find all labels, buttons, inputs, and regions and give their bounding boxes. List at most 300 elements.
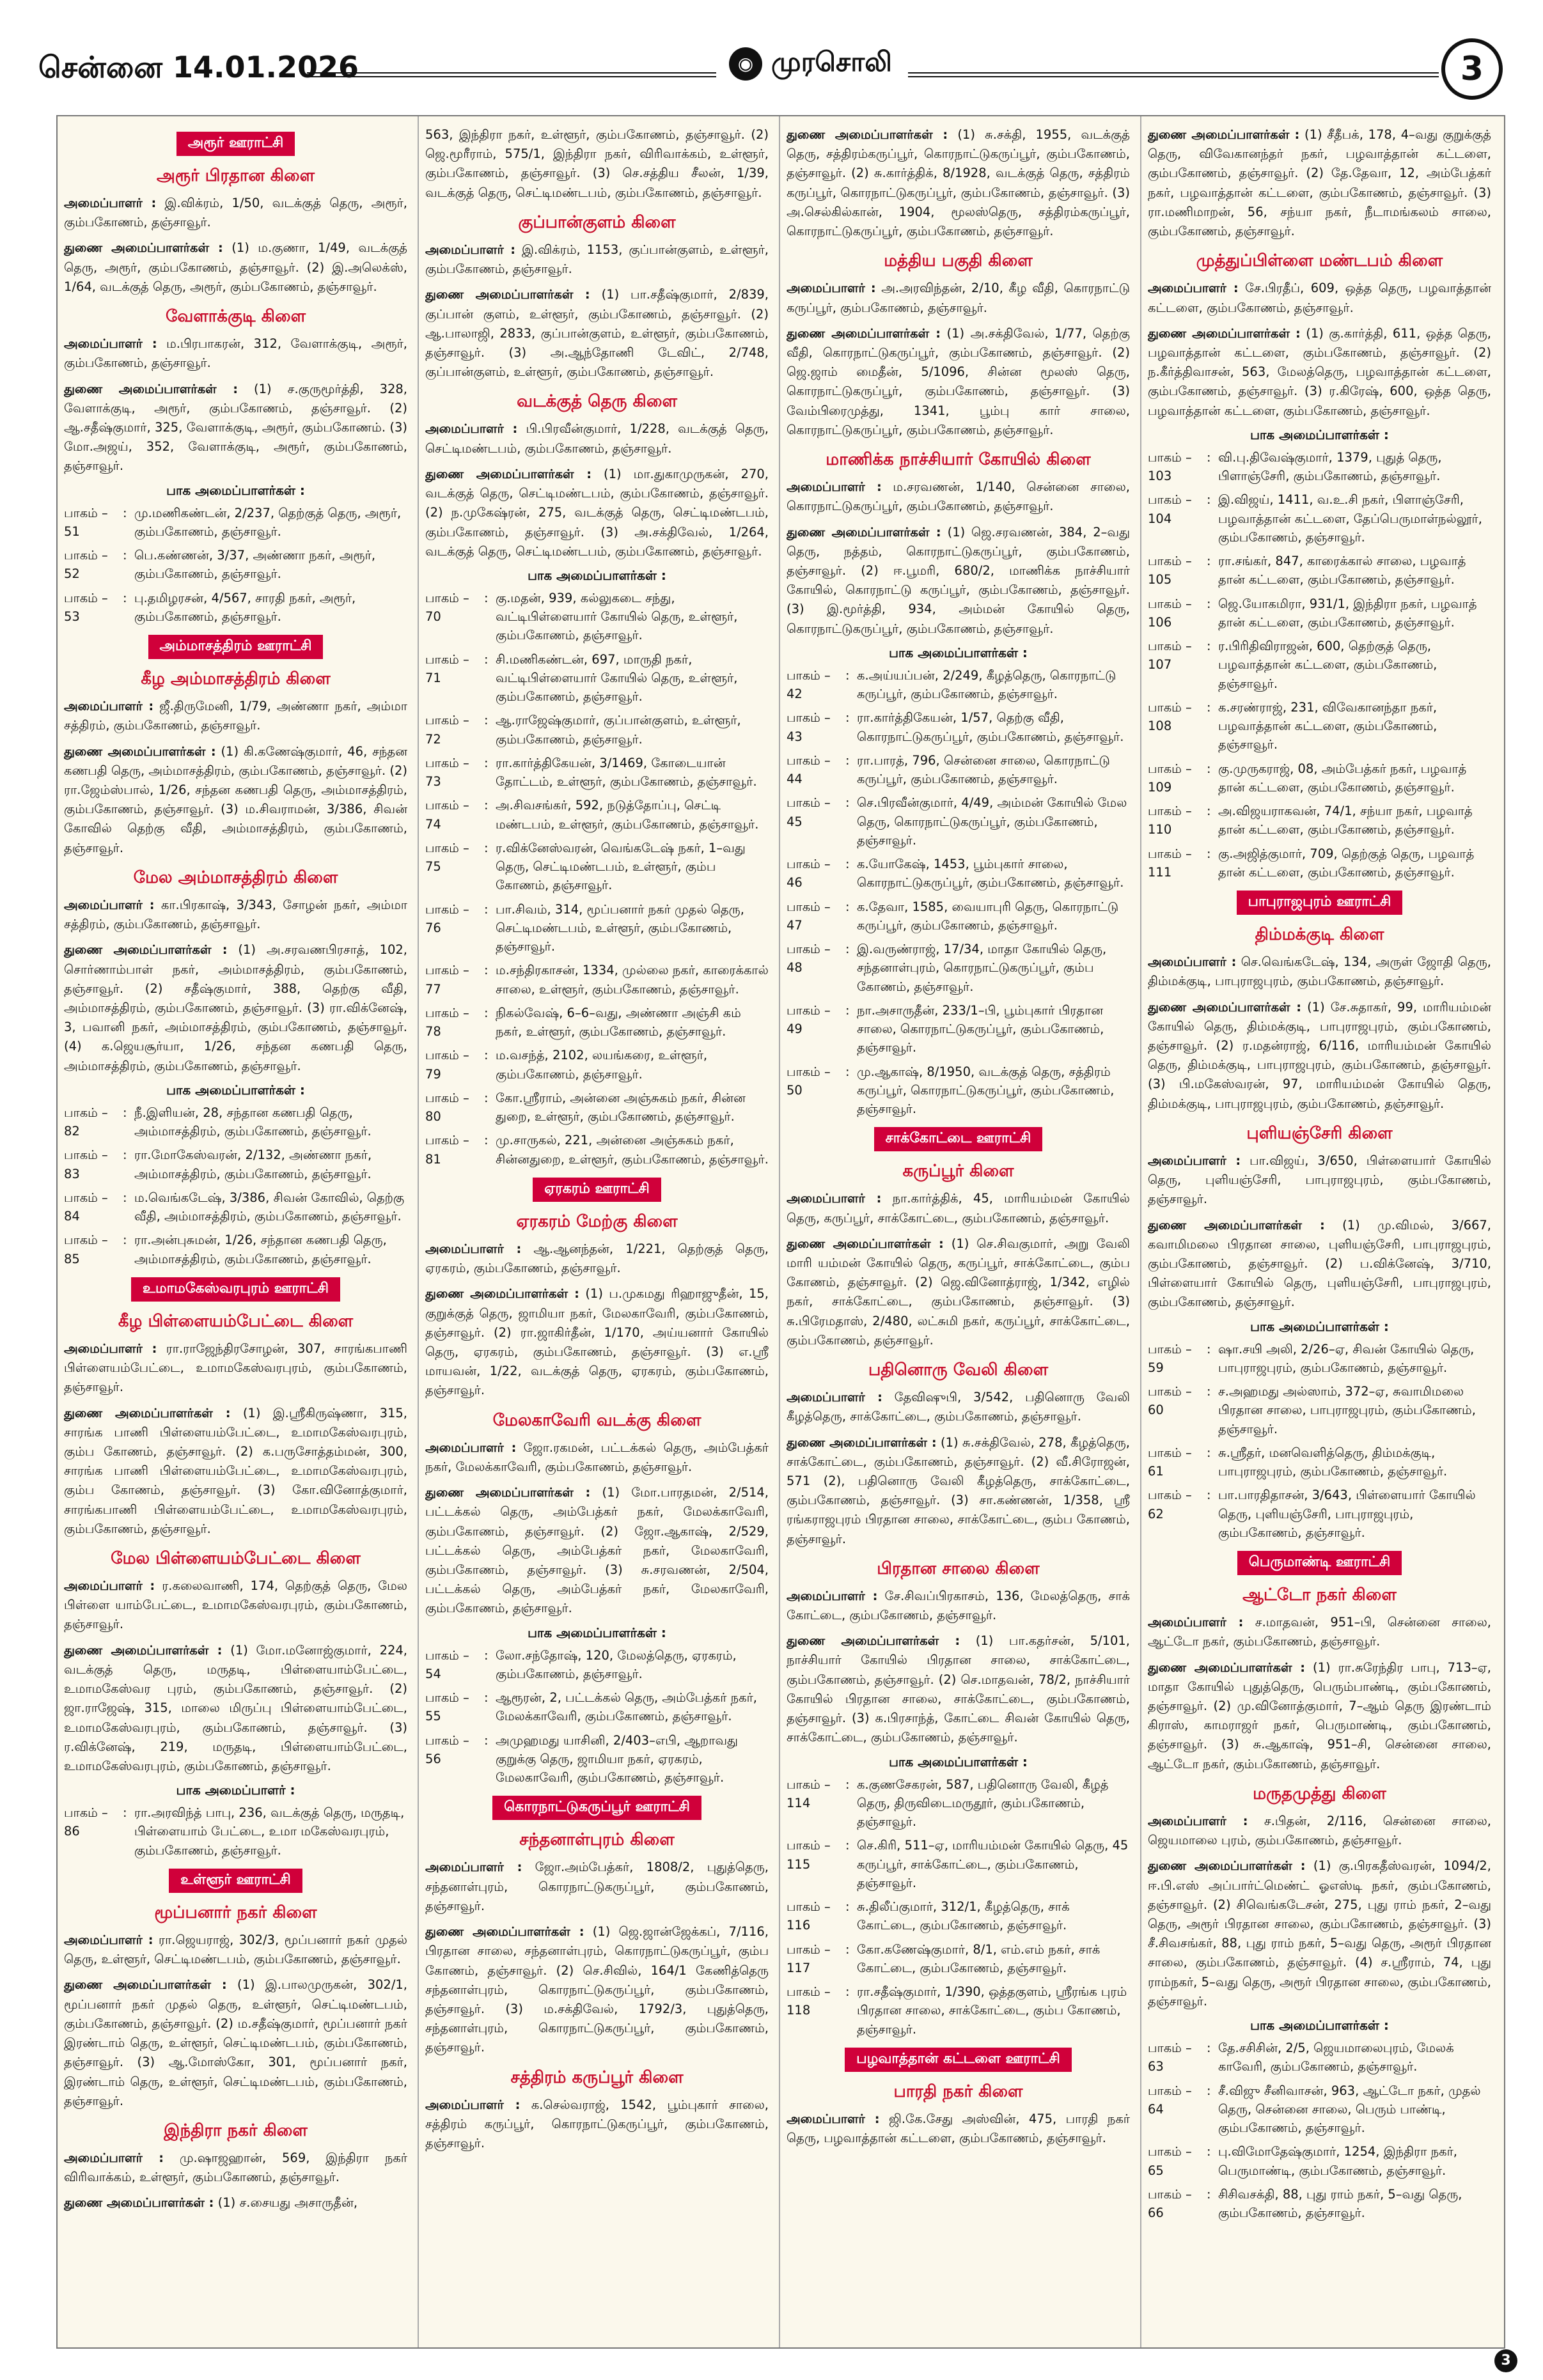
organiser-entry xyxy=(64,1404,407,1539)
organiser-entry xyxy=(787,279,1130,317)
booth-number: பாகம் – 65 xyxy=(1148,2144,1192,2178)
organiser-entry xyxy=(1148,1613,1491,1651)
booth-number: பாகம் – 47 xyxy=(787,899,831,933)
separator: : xyxy=(1207,846,1211,861)
booth-number: பாகம் – 76 xyxy=(425,901,469,935)
organiser-details: (1) சு.சக்திவேல், 278, கீழத்தெரு, சாக்கோட்டை, கும்பகோணம், தஞ்சாவூர். (2) வீ.சிரோஜன், 571 (2), பதினொரு வேலி கீழத்தெரு, சாக்கோட்டை, கும்பகோணம், தஞ்சாவூர். (3) சா.கண்ணன், 1/358, ஸ்ரீ ரங்கராஜபுரம் பிரதான சாலை, சாக்கோட்டை, கும்ப கோணம், தஞ்சாவூர். xyxy=(787,1435,1130,1546)
role-label: அமைப்பாளர் : xyxy=(1148,954,1237,970)
booth-organiser-details: செ.பிரவீன்குமார், 4/49, அம்மன் கோயில் மேல தெரு, கொரநாட்டுகருப்பூர், கும்பகோணம், தஞ்சாவூர். xyxy=(857,795,1127,848)
role-label: துணை அமைப்பாளர்கள் : xyxy=(64,240,223,256)
separator: : xyxy=(1207,804,1211,819)
booth-organiser-details: அமுஹமது யாசினி, 2/403–எபி, ஆறாவது குறுக்கு தெரு, ஜாமியா நகர், ஏரகரம், மேலகாவேரி, கும்பகோணம், தஞ்சாவூர். xyxy=(496,1732,738,1785)
booth-number: பாகம் – 51 xyxy=(64,505,108,539)
booth-number: பாகம் – 62 xyxy=(1148,1488,1192,1521)
booth-row xyxy=(787,1982,1130,2039)
separator: : xyxy=(123,1105,127,1120)
column-2 xyxy=(425,123,769,2341)
role-label: அமைப்பாளர் : xyxy=(64,1932,153,1947)
organiser-entry xyxy=(425,1240,769,1278)
booth-organiser-details: பா.சிவம், 314, மூப்பனார் நகர் முதல் தெரு, செட்டிமண்டபம், உள்ளூர், கும்பகோணம், தஞ்சாவூர். xyxy=(496,901,744,954)
booth-number: பாகம் – 44 xyxy=(787,752,831,787)
branch-heading: கீழ அம்மாசத்திரம் கிளை xyxy=(141,669,331,689)
booth-number: பாகம் – 77 xyxy=(425,963,469,997)
branch-heading: பிரதான சாலை கிளை xyxy=(877,1559,1040,1578)
panchayat-banner: உள்ளூர் ஊராட்சி xyxy=(169,1869,302,1893)
role-label: துணை அமைப்பாளர்கள் : xyxy=(1148,325,1301,341)
role-label: அமைப்பாளர் : xyxy=(425,2097,521,2112)
organiser-entry xyxy=(425,1483,769,1619)
organiser-details: மு.ஷாஜஹான், 569, இந்திரா நகர் விரிவாக்கம், உள்ளூர், கும்பகோணம், தஞ்சாவூர். xyxy=(64,2150,407,2185)
organiser-entry xyxy=(64,1641,407,1777)
booth-number: பாகம் – 49 xyxy=(787,1002,831,1037)
booth-row xyxy=(1148,2039,1491,2076)
organiser-details: (1) ச.சையது அசாருதீன், xyxy=(214,2195,358,2211)
booth-row xyxy=(1148,1486,1491,1542)
booth-number: பாகம் – 52 xyxy=(64,548,108,582)
organiser-entry xyxy=(1148,953,1491,991)
separator: : xyxy=(1207,1445,1211,1460)
organiser-details: தேவிஷுபி, 3/542, பதினொரு வேலி கீழத்தெரு, சாக்கோட்டை, கும்பகோணம், தஞ்சாவூர். xyxy=(787,1390,1130,1424)
organiser-details: (1) இ.பாலமுருகன், 302/1, மூப்பனார் நகர் முதல் தெரு, உள்ளூர், செட்டிமண்டபம், கும்பகோணம், தஞ்சாவூர். (2) ம.சதீஷ்குமார், மூப்பனார் நகர் இரண்டாம் தெரு, உள்ளூர், செட்டிமண்டபம், கும்பகோணம், தஞ்சாவூர். (3) ஆ.மோஸ்கோ, 301, மூப்பனார் நகர், இரண்டாம் தெரு, உள்ளூர், செட்டிமண்டபம், கும்பகோணம், தஞ்சாவூர். xyxy=(64,1977,407,2108)
organiser-details: ஜோ.அம்பேத்கர், 1808/2, புதுத்தெரு, சந்தனாள்புரம், கொரநாட்டுகருப்பூர், கும்பகோணம், தஞ்சாவூர். xyxy=(425,1860,769,1913)
booth-organiser-details: நா.அசாருதீன், 233/1–பி, பூம்புகார் பிரதான சாலை, கொரநாட்டுகருப்பூர், கும்பகோணம், தஞ்சாவூர். xyxy=(857,1002,1104,1055)
booth-row xyxy=(425,1646,769,1684)
booth-number: பாகம் – 55 xyxy=(425,1690,469,1724)
booth-organisers-heading: பாக அமைப்பாளர்கள் : xyxy=(1250,1318,1389,1334)
organiser-details: (1) அ.சக்திவேல், 1/77, தெற்கு வீதி, கொரநாட்டுகருப்பூர், கும்பகோணம், தஞ்சாவூர். (2) ஜெ.ஜாம் மைதீன், 5/1096, சின்ன மூலஸ் தெரு, கொரநாட்டுகருப்பூர், கும்பகோணம், தஞ்சாவூர். (3) வேம்பிரைமுத்து, 1341, பூம்பு கார் சாலை, கொரநாட்டுகருப்பூர், கும்பகோணம், தஞ்சாவூர். xyxy=(787,325,1130,437)
booth-number: பாகம் – 71 xyxy=(425,651,469,685)
booth-row xyxy=(1148,844,1491,882)
organiser-entry xyxy=(425,465,769,561)
organiser-entry xyxy=(64,334,407,373)
booth-organisers-heading: பாக அமைப்பாளர்கள் : xyxy=(166,1082,305,1098)
separator: : xyxy=(484,1090,489,1105)
booth-row xyxy=(787,898,1130,935)
organiser-details: செ.வெங்கடேஷ், 134, அருள் ஜோதி தெரு, திம்மக்குடி, பாபுராஜபுரம், கும்பகோணம், தஞ்சாவூர். xyxy=(1148,954,1491,989)
organiser-details: (1) மு.விமல், 3/667, கவாமிமலை பிரதான சாலை, புளியஞ்சேரி, பாபுராஜபுரம், கும்பகோணம், தஞ்சாவூர். (2) ப.விக்னேஷ், 3/710, பிள்ளையார் கோயில் தெரு, புளியஞ்சேரி, பாபுராஜபுரம், கும்பகோணம், தஞ்சாவூர். xyxy=(1148,1217,1491,1310)
organiser-details: (1) ப.முகமது ரிஹாஜுதீன், 15, குறுக்குத் தெரு, ஜாமியா நகர், மேலகாவேரி, கும்பகோணம், தஞ்சாவூர். (2) ரா.ஜாகிர்தீன், 1/170, அய்யனார் கோயில் தெரு, ஏரகரம், கும்பகோணம், தஞ்சாவூர். (3) எ.ஸ்ரீ மாயவன், 1/22, வடக்குத் தெரு, ஏரகரம், கும்பகோணம், தஞ்சாவூர். xyxy=(425,1286,769,1398)
organiser-details: இ.விக்ரம், 1/50, வடக்குத் தெரு, அரூர், கும்பகோணம், தஞ்சாவூர். xyxy=(64,196,407,230)
booth-row xyxy=(425,1004,769,1041)
organiser-details: ம.பிரபாகரன், 312, வேளாக்குடி, அரூர், கும்பகோணம், தஞ்சாவூர். xyxy=(64,336,407,371)
booth-organiser-details: க.தேவா, 1585, வையாபுரி தெரு, கொரநாட்டு கருப்பூர், கும்பகோணம், தஞ்சாவூர். xyxy=(857,899,1119,933)
booth-number: பாகம் – 107 xyxy=(1148,639,1192,673)
organiser-details: கா.பிரகாஷ், 3/343, சோழன் நகர், அம்மா சத்திரம், கும்பகோணம், தஞ்சாவூர். xyxy=(64,897,407,932)
organiser-entry xyxy=(787,1189,1130,1227)
separator: : xyxy=(123,1190,127,1205)
organiser-details: (1) அ.சரவணபிரசாத், 102, சொர்ணாம்பாள் நகர், அம்மாசத்திரம், கும்பகோணம், தஞ்சாவூர். (2) சதீஷ்குமார், 388, தெற்கு வீதி, அம்மாசத்திரம், கும்பகோணம், தஞ்சாவூர். (3) ரா.விக்னேஷ், 3, பவானி நகர், அம்மாசத்திரம், கும்பகோணம், தஞ்சாவூர். (4) க.ஜெயசூர்யா, 1/26, சந்தன கணபதி தெரு, அம்மாசத்திரம், கும்பகோணம், தஞ்சாவூர். xyxy=(64,942,407,1073)
booth-number: பாகம் – 74 xyxy=(425,798,469,832)
role-label: துணை அமைப்பாளர்கள் : xyxy=(425,287,590,302)
booth-organiser-details: மு.ஆகாஷ், 8/1950, வடக்குத் தெரு, சத்திரம் கருப்பூர், கொரநாட்டுகருப்பூர், கும்பகோணம், தஞ்சாவூர். xyxy=(857,1064,1115,1117)
booth-organisers-heading: பாக அமைப்பாளர்கள் : xyxy=(528,1624,666,1640)
separator: : xyxy=(1207,761,1211,776)
organiser-details: ச.பிதன், 2/116, சென்னை சாலை, ஜெயமாலை புரம், கும்பகோணம், தஞ்சாவூர். xyxy=(1148,1813,1491,1848)
separator: : xyxy=(1207,492,1211,508)
booth-number: பாகம் – 110 xyxy=(1148,804,1192,837)
organiser-entry xyxy=(64,896,407,934)
organiser-entry xyxy=(787,1388,1130,1426)
role-label: துணை அமைப்பாளர்கள் : xyxy=(64,1977,227,1993)
organiser-details: (1) ச.குருமூர்த்தி, 328, வேளாக்குடி, அரூர், கும்பகோணம், தஞ்சாவூர். (2) ஆ.சதீஷ்குமார், 325, வேளாக்குடி, அரூர், கும்பகோணம். (3) மோ.அஜய், 352, வேளாக்குடி, அரூர், கும்பகோணம், தஞ்சாவூர். xyxy=(64,381,407,474)
booth-row xyxy=(64,1146,407,1183)
masthead xyxy=(38,38,1503,109)
organiser-entry xyxy=(787,1587,1130,1625)
role-label: துணை அமைப்பாளர்கள் : xyxy=(425,1485,591,1500)
booth-row xyxy=(1148,759,1491,797)
separator: : xyxy=(845,1064,850,1079)
organiser-entry xyxy=(64,1975,407,2111)
separator: : xyxy=(1207,1488,1211,1503)
organiser-entry xyxy=(64,2149,407,2187)
organiser-details: (1) ஜெ.சரவணன், 384, 2–வது தெரு, நத்தம், கொரநாட்டுகருப்பூர், கும்பகோணம், தஞ்சாவூர். (2) ஈ.பூமரி, 680/2, மாணிக்க நாச்சியார் கோயில், கொரநாட்டு கருப்பூர், கும்பகோணம், தஞ்சாவூர். (3) இ.மூர்த்தி, 934, அம்மன் கோயில் தெரு, கொரநாட்டுகருப்பூர், கும்பகோணம், தஞ்சாவூர். xyxy=(787,524,1130,636)
role-label: அமைப்பாளர் : xyxy=(425,1241,522,1256)
role-label: அமைப்பாளர் : xyxy=(1148,1615,1244,1630)
organiser-entry xyxy=(425,419,769,458)
organiser-entry xyxy=(787,2110,1130,2148)
booth-row xyxy=(1148,637,1491,693)
branch-heading: மருதமுத்து கிளை xyxy=(1253,1784,1386,1803)
role-label: அமைப்பாளர் : xyxy=(1148,1813,1248,1828)
role-label: அமைப்பாளர் : xyxy=(425,421,518,437)
booth-number: பாகம் – 61 xyxy=(1148,1445,1192,1479)
role-label: அமைப்பாளர் : xyxy=(425,1440,517,1455)
role-label: அமைப்பாளர் : xyxy=(1148,1153,1241,1168)
booth-organiser-details: ச.அஹமது அல்ஸாம், 372–ஏ, சுவாமிமலை பிரதான சாலை, பாபுராஜபுரம், கும்பகோணம், தஞ்சாவூர். xyxy=(1218,1384,1476,1436)
role-label: துணை அமைப்பாளர்கள் : xyxy=(787,524,941,540)
booth-number: பாகம் – 104 xyxy=(1148,492,1192,526)
booth-organiser-details: ரா.கார்த்திகேயன், 1/57, தெற்கு வீதி, கொரநாட்டுகருப்பூர், கும்பகோணம், தஞ்சாவூர். xyxy=(857,710,1124,744)
booth-row xyxy=(425,589,769,645)
branch-heading: பாரதி நகர் கிளை xyxy=(893,2081,1023,2101)
branch-heading: இந்திரா நகர் கிளை xyxy=(164,2120,308,2140)
booth-number: பாகம் – 72 xyxy=(425,713,469,747)
role-label: துணை அமைப்பாளர்கள் : xyxy=(787,1633,960,1649)
organiser-details: (1) கு.பிரகதீஸ்வரன், 1094/2, ஈ.பி.எஸ் அப்பார்ட்மெண்ட் ஓஎஸ்டி நகர், கும்பகோணம், தஞ்சாவூர். (2) சிவெங்கடேசன், 275, புது ராம் நகர், 2–வது தெரு, அரூர் பிரதான சாலை, கும்பகோணம், தஞ்சாவூர். (3) சீ.சிவசங்கர், 88, புது ராம் நகர், 5–வது தெரு, அரூர் பிரதான சாலை, கும்பகோணம், தஞ்சாவூர். (4) ச.ஸ்ரீராம், 74, புது ராம்நகர், 5–வது தெரு, அரூர் பிரதான சாலை, கும்பகோணம், தஞ்சாவூர். xyxy=(1148,1858,1491,2009)
role-label: அமைப்பாளர் : xyxy=(787,1191,882,1206)
branch-heading: மேல அம்மாசத்திரம் கிளை xyxy=(133,867,338,887)
branch-heading: கீழ பிள்ளையம்பேட்டை கிளை xyxy=(118,1311,354,1331)
separator: : xyxy=(123,1233,127,1248)
booth-number: பாகம் – 109 xyxy=(1148,761,1192,795)
separator: : xyxy=(484,1732,489,1748)
role-label: துணை அமைப்பாளர்கள் : xyxy=(1148,1217,1325,1233)
separator: : xyxy=(845,1002,850,1018)
organiser-entry xyxy=(64,1931,407,1969)
branch-heading: சந்தனாள்புரம் கிளை xyxy=(519,1830,675,1850)
booth-number: பாகம் – 42 xyxy=(787,667,831,702)
role-label: அமைப்பாளர் : xyxy=(787,281,876,296)
booth-number: பாகம் – 43 xyxy=(787,710,831,744)
booth-number: பாகம் – 66 xyxy=(1148,2186,1192,2221)
booth-row xyxy=(787,1062,1130,1119)
booth-organiser-details: பு.விமோதேஷ்குமார், 1254, இந்திரா நகர், பெருமாண்டி, கும்பகோணம், தஞ்சாவூர். xyxy=(1218,2144,1457,2178)
separator: : xyxy=(484,713,489,728)
branch-heading: பதினொரு வேலி கிளை xyxy=(868,1360,1049,1380)
booth-row xyxy=(1148,552,1491,589)
branch-heading: மத்திய பகுதி கிளை xyxy=(884,251,1033,271)
organiser-entry xyxy=(1148,1216,1491,1312)
booth-number: பாகம் – 46 xyxy=(787,857,831,891)
booth-row xyxy=(64,546,407,584)
separator: : xyxy=(484,901,489,917)
booth-number: பாகம் – 118 xyxy=(787,1984,831,2018)
separator: : xyxy=(845,1941,850,1957)
booth-number: பாகம் – 73 xyxy=(425,755,469,789)
organiser-entry xyxy=(425,1858,769,1916)
role-label: துணை அமைப்பாளர்கள் : xyxy=(64,381,239,396)
booth-organiser-details: தே.சசிசின், 2/5, ஜெயமாலைபுரம், மேலக் காவேரி, கும்பகோணம், தஞ்சாவூர். xyxy=(1218,2041,1454,2074)
booth-organiser-details: நிகல்வேஷ், 6–6–வது, அண்ணா அஞ்சி கம் நகர், உள்ளூர், கும்பகோணம், தஞ்சாவூர். xyxy=(496,1005,741,1039)
booth-organiser-details: சிசிவசக்தி, 88, புது ராம் நகர், 5–வது தெரு, கும்பகோணம், தஞ்சாவூர். xyxy=(1218,2186,1462,2221)
organiser-details: ரா.ஜெயராஜ், 302/3, மூப்பனார் நகர் முதல் தெரு, உள்ளூர், செட்டிமண்டபம், கும்பகோணம், தஞ்சாவூர். xyxy=(64,1932,407,1967)
column-4 xyxy=(1148,123,1491,2341)
organiser-details: (1) மோ.மனோஜ்குமார், 224, வடக்குத் தெரு, மருதடி, பிள்ளையாம்பேட்டை, உமாமகேஸ்வர புரம், கும்பகோணம், தஞ்சாவூர். (2) ஜா.ராஜேஷ், 315, மாலை மிருப்பு பிள்ளையாம்பேட்டை, உமாமகேஸ்வரபுரம், கும்பகோணம், தஞ்சாவூர். (3) ர.விக்னேஷ், 219, மருதடி, பிள்ளையாம்பேட்டை, உமாமகேஸ்வரபுரம், கும்பகோணம், தஞ்சாவூர். xyxy=(64,1642,407,1773)
booth-number: பாகம் – 86 xyxy=(64,1805,108,1839)
booth-number: பாகம் – 85 xyxy=(64,1233,108,1266)
booth-number: பாகம் – 53 xyxy=(64,590,108,624)
organiser-details: (1) மோ.பாரதமன், 2/514, பட்டக்கல் தெரு, அம்பேத்கர் நகர், மேலக்காவேரி, கும்பகோணம், தஞ்சாவூர். (2) ஜோ.ஆகாஷ், 2/529, பட்டக்கல் தெரு, அம்பேத்கர் நகர், மேலகாவேரி, கும்பகோணம், தஞ்சாவூர். (3) சு.சரவணன், 2/504, பட்டக்கல் தெரு, அம்பேத்கர் நகர், மேலகாவேரி, கும்பகோணம், தஞ்சாவூர். xyxy=(425,1485,769,1616)
role-label: துணை அமைப்பாளர்கள் : xyxy=(1148,1660,1306,1675)
booth-organiser-details: ரா.அன்புசுமன், 1/26, சந்தான கணபதி தெரு, அம்மாசத்திரம், கும்பகோணம், தஞ்சாவூர். xyxy=(134,1233,387,1266)
separator: : xyxy=(1207,699,1211,715)
branch-heading: ஆட்டோ நகர் கிளை xyxy=(1242,1585,1397,1605)
booth-organiser-details: க.அய்யப்பன், 2/249, கீழத்தெரு, கொரநாட்டு கருப்பூர், கும்பகோணம், தஞ்சாவூர். xyxy=(857,667,1116,702)
organiser-entry xyxy=(425,1284,769,1400)
role-label: துணை அமைப்பாளர்கள் : xyxy=(64,743,216,759)
booth-organiser-details: அ.விஜயராகவன், 74/1, சந்யா நகர், பழவாத் தான் கட்டளை, கும்பகோணம், தஞ்சாவூர். xyxy=(1218,804,1473,837)
separator: : xyxy=(845,795,850,811)
booth-organiser-details: ஆரூரன், 2, பட்டக்கல் தெரு, அம்பேத்கர் நகர், மேலக்காவேரி, கும்பகோணம், தஞ்சாவூர். xyxy=(496,1690,758,1724)
booth-number: பாகம் – 106 xyxy=(1148,596,1192,630)
role-label: துணை அமைப்பாளர்கள் : xyxy=(425,1286,579,1302)
branch-heading: வடக்குத் தெரு கிளை xyxy=(517,392,677,412)
booth-organisers-heading: பாக அமைப்பாளர்கள் : xyxy=(166,482,305,498)
booth-organiser-details: ஜெ.யோகமிரா, 931/1, இந்திரா நகர், பழவாத் தான் கட்டளை, கும்பகோணம், தஞ்சாவூர். xyxy=(1218,596,1477,630)
role-label: அமைப்பாளர் : xyxy=(425,1860,522,1875)
role-label: அமைப்பாளர் : xyxy=(64,336,157,352)
column-divider xyxy=(779,116,780,2347)
booth-organisers-heading: பாக அமைப்பாளர் : xyxy=(176,1782,295,1798)
booth-row xyxy=(787,940,1130,996)
booth-organiser-details: வி.பு.திவேஷ்குமார், 1379, புதுத் தெரு, பிளாஞ்சேரி, கும்பகோணம், தஞ்சாவூர். xyxy=(1218,449,1442,484)
role-label: துணை அமைப்பாளர்கள் : xyxy=(787,1236,944,1251)
booth-organiser-details: பா.பாரதிதாசன், 3/643, பிள்ளையார் கோயில் தெரு, புளியஞ்சேரி, பாபுராஜபுரம், கும்பகோணம், தஞ்சாவூர். xyxy=(1218,1488,1476,1540)
organiser-entry xyxy=(1148,324,1491,421)
newspaper-name: முரசொலி xyxy=(771,46,892,77)
separator: : xyxy=(484,1647,489,1663)
organiser-details: ர.கலைவாணி, 174, தெற்குத் தெரு, மேல பிள்ளை யாம்பேட்டை, உமாமகேஸ்வரபுரம், கும்பகோணம், தஞ்சாவூர். xyxy=(64,1578,407,1632)
booth-number: பாகம் – 114 xyxy=(787,1777,831,1810)
branch-heading: புளியஞ்சேரி கிளை xyxy=(1246,1123,1393,1143)
page-number-badge: 3 xyxy=(1441,38,1503,100)
role-label: துணை அமைப்பாளர்கள் : xyxy=(64,942,228,958)
separator: : xyxy=(484,1048,489,1063)
organiser-entry xyxy=(64,940,407,1076)
panchayat-banner: அரூர் ஊராட்சி xyxy=(176,132,295,156)
booth-row xyxy=(425,900,769,956)
footer-page-number: 3 xyxy=(1494,2349,1517,2372)
organiser-details: (1) பா.கதர்சன், 5/101, நாச்சியார் கோயில் பிரதான சாலை, சாக்கோட்டை, கும்பகோணம், தஞ்சாவூர். (2) செ.மாதவன், 78/2, நாச்சியார் கோயில் பிரதான சாலை, சாக்கோட்டை, கும்பகோணம், தஞ்சாவூர். (3) க.பிரசாந்த், கோட்டை சிவன் கோயில் தெரு, சாக்கோட்டை, கும்பகோணம், தஞ்சாவூர். xyxy=(787,1633,1130,1745)
booth-organisers-heading: பாக அமைப்பாளர்கள் : xyxy=(889,644,1028,660)
booth-row xyxy=(787,1940,1130,1978)
organiser-entry xyxy=(1148,1151,1491,1209)
booth-organiser-details: ஆ.ராஜேஷ்குமார், குப்பான்குளம், உள்ளூர், கும்பகோணம், தஞ்சாவூர். xyxy=(496,713,741,747)
booth-number: பாகம் – 45 xyxy=(787,795,831,829)
booth-number: பாகம் – 75 xyxy=(425,840,469,875)
role-label: அமைப்பாளர் : xyxy=(64,2150,164,2165)
branch-heading: திம்மக்குடி கிளை xyxy=(1255,925,1384,945)
booth-organiser-details: ம.சந்திரகாசன், 1334, முல்லை நகர், காரைக்கால் சாலை, உள்ளூர், கும்பகோணம், தஞ்சாவூர். xyxy=(496,963,769,997)
organiser-details: ஆ.ஆனந்தன், 1/221, தெற்குத் தெரு, ஏரகரம், கும்பகோணம், தஞ்சாவூர். xyxy=(425,1241,769,1276)
organiser-details: (1) சே.சுதாகர், 99, மாரியம்மன் கோயில் தெரு, திம்மக்குடி, பாபுராஜபுரம், கும்பகோணம், தஞ்சாவூர். (2) ர.மதன்ராஜ், 6/116, மாரியம்மன் கோயில் தெரு, திம்மக்குடி, பாபுராஜபுரம், கும்பகோணம், தஞ்சாவூர். (3) பி.மகேஸ்வரன், 97, மாரியம்மன் கோயில் தெரு, திம்மக்குடி, பாபுராஜபுரம், கும்பகோணம், தஞ்சாவூர். xyxy=(1148,999,1491,1111)
organiser-entry xyxy=(64,238,407,297)
separator: : xyxy=(123,1147,127,1163)
booth-organiser-details: ர.பிரிதிவிராஜன், 600, தெற்குத் தெரு, பழவாத்தான் கட்டளை, கும்பகோணம், தஞ்சாவூர். xyxy=(1218,639,1437,691)
bull-emblem-icon: ◉ xyxy=(729,47,762,81)
organiser-details: (1) செ.சிவகுமார், அறு வேலி மாரி யம்மன் கோயில் தெரு, கருப்பூர், சாக்கோட்டை, கும்ப கோணம், தஞ்சாவூர். (2) ஜெ.வினோத்ராஜ், 1/342, எழில் நகர், சாக்கோட்டை, கும்பகோணம், தஞ்சாவூர். (3) சு.பிரேமதாஸ், 2/480, லட்சுமி நகர், கருப்பூர், சாக்கோட்டை, கும்பகோணம், தஞ்சாவூர். xyxy=(787,1236,1130,1348)
separator: : xyxy=(1207,1384,1211,1399)
organiser-details: பி.பிரவீன்குமார், 1/228, வடக்குத் தெரு, செட்டிமண்டபம், கும்பகோணம், தஞ்சாவூர். xyxy=(425,421,769,456)
booth-row xyxy=(64,504,407,541)
booth-row xyxy=(787,1836,1130,1892)
panchayat-banner: பெருமாண்டி ஊராட்சி xyxy=(1237,1551,1402,1575)
organiser-entry xyxy=(787,478,1130,516)
role-label: துணை அமைப்பாளர்கள் : xyxy=(1148,127,1300,142)
booth-organiser-details: ரா.அரவிந்த் பாபு, 236, வடக்குத் தெரு, மருதடி, பிள்ளையாம் பேட்டை, உமா மகேஸ்வரபுரம், கும்பகோணம், தஞ்சாவூர். xyxy=(134,1805,405,1858)
booth-organisers-heading: பாக அமைப்பாளர்கள் : xyxy=(1250,2018,1389,2034)
organiser-entry xyxy=(425,2096,769,2154)
booth-number: பாகம் – 70 xyxy=(425,590,469,625)
booth-row xyxy=(425,1131,769,1169)
role-label: துணை அமைப்பாளர்கள் : xyxy=(64,2195,214,2211)
branch-heading: மாணிக்க நாச்சியார் கோயில் கிளை xyxy=(826,450,1091,470)
separator: : xyxy=(123,1805,127,1821)
branch-heading: மேல பிள்ளையம்பேட்டை கிளை xyxy=(111,1549,361,1569)
organiser-entry xyxy=(425,285,769,382)
organiser-entry xyxy=(64,194,407,232)
booth-row xyxy=(425,796,769,834)
role-label: அமைப்பாளர் : xyxy=(787,1588,878,1603)
booth-row xyxy=(1148,1382,1491,1438)
organiser-details: சே.பிரதீப், 609, ஒத்த தெரு, பழவாத்தான் கட்டளை, கும்பகோணம், தஞ்சாவூர். xyxy=(1148,281,1491,315)
separator: : xyxy=(123,505,127,520)
role-label: அமைப்பாளர் : xyxy=(64,1341,157,1356)
organiser-entry xyxy=(1148,125,1491,241)
organiser-details: 563, இந்திரா நகர், உள்ளூர், கும்பகோணம், தஞ்சாவூர். (2) ஜெ.மூரீராம், 575/1, இந்திரா நகர், விரிவாக்கம், உள்ளூர், கும்பகோணம், தஞ்சாவூர். (3) செ.சத்திய சீலன், 1/39, வடக்குத் தெரு, செட்டிமண்டபம், கும்பகோணம், தஞ்சாவூர். xyxy=(425,127,769,200)
booth-organiser-details: க.யோகேஷ், 1453, பூம்புகார் சாலை, கொரநாட்டுகருப்பூர், கும்பகோணம், தஞ்சாவூர். xyxy=(857,857,1124,891)
panchayat-banner: பாபுராஜபுரம் ஊராட்சி xyxy=(1237,891,1403,915)
booth-organiser-details: ரா.கார்த்திகேயன், 3/1469, கோடையான் தோட்டம், உள்ளூர், கும்பகோணம், தஞ்சாவூர். xyxy=(496,755,757,789)
booth-organiser-details: க.குணசேகரன், 587, பதினொரு வேலி, கீழத் தெரு, திருவிடைமருதூர், கும்பகோணம், தஞ்சாவூர். xyxy=(857,1777,1109,1830)
separator: : xyxy=(484,651,489,667)
booth-organiser-details: ரா.பாரத், 796, சென்னை சாலை, கொரநாட்டு கருப்பூர், கும்பகோணம், தஞ்சாவூர். xyxy=(857,752,1110,787)
separator: : xyxy=(845,942,850,957)
separator: : xyxy=(845,752,850,768)
booth-row xyxy=(425,839,769,895)
role-label: அமைப்பாளர் : xyxy=(787,1390,882,1405)
organiser-entry xyxy=(425,240,769,279)
booth-organiser-details: சி.மணிகண்டன், 697, மாருதி நகர், வட்டிபிள்ளையார் கோயில் தெரு, உள்ளூர், கும்பகோணம், தஞ்சாவூர். xyxy=(496,651,738,704)
role-label: அமைப்பாளர் : xyxy=(64,196,157,210)
booth-row xyxy=(787,1001,1130,1057)
booth-organiser-details: மு.சாருகல், 221, அன்னை அஞ்சுகம் நகர், சின்னதுறை, உள்ளூர், கும்பகோணம், தஞ்சாவூர். xyxy=(496,1133,769,1167)
role-label: அமைப்பாளர் : xyxy=(787,479,882,495)
organiser-details: (1) ம.குணா, 1/49, வடக்குத் தெரு, அரூர், கும்பகோணம், தஞ்சாவூர். (2) இ.அலெக்ஸ், 1/64, வடக்குத் தெரு, அரூர், கும்பகோணம், தஞ்சாவூர். xyxy=(64,240,407,294)
booth-number: பாகம் – 108 xyxy=(1148,699,1192,734)
panchayat-banner: அம்மாசத்திரம் ஊராட்சி xyxy=(148,635,324,659)
booth-organiser-details: கோ.ஸ்ரீராம், அன்னை அஞ்சுகம் நகர், சின்ன துறை, உள்ளூர், கும்பகோணம், தஞ்சாவூர். xyxy=(496,1090,746,1124)
booth-organiser-details: செ.கிரி, 511–ஏ, மாரியம்மன் கோயில் தெரு, 45 கருப்பூர், சாக்கோட்டை, கும்பகோணம், தஞ்சாவூர். xyxy=(857,1838,1129,1890)
panchayat-banner: உமாமகேஸ்வரபுரம் ஊராட்சி xyxy=(131,1277,340,1302)
separator: : xyxy=(845,1899,850,1915)
booth-number: பாகம் – 50 xyxy=(787,1064,831,1098)
booth-number: பாகம் – 103 xyxy=(1148,449,1192,484)
booth-number: பாகம் – 116 xyxy=(787,1899,831,1933)
organiser-entry xyxy=(787,125,1130,241)
booth-organiser-details: பு.தமிழரசன், 4/567, சாரதி நகர், அரூர், கும்பகோணம், தஞ்சாவூர். xyxy=(134,590,356,624)
role-label: அமைப்பாளர் : xyxy=(64,699,154,714)
newspaper-logo xyxy=(729,46,892,81)
separator: : xyxy=(1207,639,1211,654)
organiser-details: ம.சரவணன், 1/140, சென்னை சாலை, கொரநாட்டுகருப்பூர், கும்பகோணம், தஞ்சாவூர். xyxy=(787,479,1130,514)
booth-number: பாகம் – 83 xyxy=(64,1147,108,1181)
booth-row xyxy=(1148,802,1491,839)
role-label: துணை அமைப்பாளர்கள் : xyxy=(1148,999,1302,1015)
organiser-details: (1) பா.சதீஷ்குமார், 2/839, குப்பான் குளம், உள்ளூர், கும்பகோணம், தஞ்சாவூர். (2) ஆ.பாலாஜி, 2833, குப்பான்குளம், உள்ளூர், கும்பகோணம், தஞ்சாவூர். (3) அ.ஆந்தோணி டேவிட், 2/748, குப்பான்குளம், உள்ளூர், கும்பகோணம், தஞ்சாவூர். xyxy=(425,287,769,380)
booth-row xyxy=(425,1046,769,1084)
role-label: துணை அமைப்பாளர்கள் : xyxy=(64,1642,223,1658)
booth-number: பாகம் – 63 xyxy=(1148,2041,1192,2074)
panchayat-banner: பழவாத்தான் கட்டளை ஊராட்சி xyxy=(845,2048,1071,2072)
organiser-entry xyxy=(64,742,407,858)
separator: : xyxy=(1207,596,1211,611)
booth-organiser-details: ரா.மோகேஸ்வரன், 2/132, அண்ணா நகர், அம்மாசத்திரம், கும்பகோணம், தஞ்சாவூர். xyxy=(134,1147,372,1181)
panchayat-banner: சாக்கோட்டை ஊராட்சி xyxy=(874,1127,1043,1151)
organiser-details: அ.அரவிந்தன், 2/10, கீழ வீதி, கொரநாட்டு கருப்பூர், கும்பகோணம், தஞ்சாவூர். xyxy=(787,281,1130,315)
separator: : xyxy=(484,798,489,813)
organiser-entry xyxy=(787,1433,1130,1549)
organiser-entry xyxy=(1148,998,1491,1114)
panchayat-banner: ஏரகரம் ஊராட்சி xyxy=(533,1178,661,1202)
booth-row xyxy=(425,650,769,706)
separator: : xyxy=(1207,2083,1211,2098)
organiser-details: (1) சீதீபக், 178, 4–வது குறுக்குத் தெரு, விவேகானந்தர் நகர், பழவாத்தான் கட்டளை, கும்பகோணம், தஞ்சாவூர். (2) தே.தேவா, 12, அம்பேத்கர் நகர், பழவாத்தான் கட்டளை, கும்பகோணம், தஞ்சாவூர். (3) ரா.மணிமாறன், 56, சந்யா நகர், நீடாமங்கலம் சாலை, கும்பகோணம், தஞ்சாவூர். xyxy=(1148,127,1491,239)
role-label: அமைப்பாளர் : xyxy=(787,2111,880,2126)
booth-row xyxy=(1148,448,1491,486)
column-divider xyxy=(418,116,419,2347)
booth-number: பாகம் – 111 xyxy=(1148,846,1192,880)
separator: : xyxy=(484,1133,489,1148)
booth-row xyxy=(787,666,1130,704)
booth-organiser-details: சு.ஸ்ரீதர், மனவெளித்தெரு, திம்மக்குடி, பாபுராஜபுரம், கும்பகோணம், தஞ்சாவூர். xyxy=(1218,1445,1448,1479)
booth-row xyxy=(787,751,1130,789)
organiser-details: ரா.ராஜேந்திரசோழன், 307, சாரங்கபாணி பிள்ளையம்பேட்டை, உமாமகேஸ்வரபுரம், கும்பகோணம், தஞ்சாவூர். xyxy=(64,1341,407,1395)
booth-organisers-heading: பாக அமைப்பாளர்கள் : xyxy=(528,567,666,583)
booth-row xyxy=(787,708,1130,746)
booth-row xyxy=(1148,2142,1491,2180)
separator: : xyxy=(484,1690,489,1706)
role-label: அமைப்பாளர் : xyxy=(64,1578,155,1594)
organiser-entry xyxy=(425,1922,769,2058)
separator: : xyxy=(123,548,127,563)
branch-heading: முத்துப்பிள்ளை மண்டபம் கிளை xyxy=(1196,251,1443,271)
booth-row xyxy=(1148,1340,1491,1378)
organiser-entry xyxy=(1148,279,1491,317)
organiser-entry xyxy=(425,1438,769,1477)
role-label: துணை அமைப்பாளர்கள் : xyxy=(425,466,592,481)
booth-organiser-details: சீ.விஜு சீனிவாசன், 963, ஆட்டோ நகர், முதல் தெரு, சென்னை சாலை, பெரும் பாண்டி, கும்பகோணம், தஞ்சாவூர். xyxy=(1218,2083,1481,2136)
